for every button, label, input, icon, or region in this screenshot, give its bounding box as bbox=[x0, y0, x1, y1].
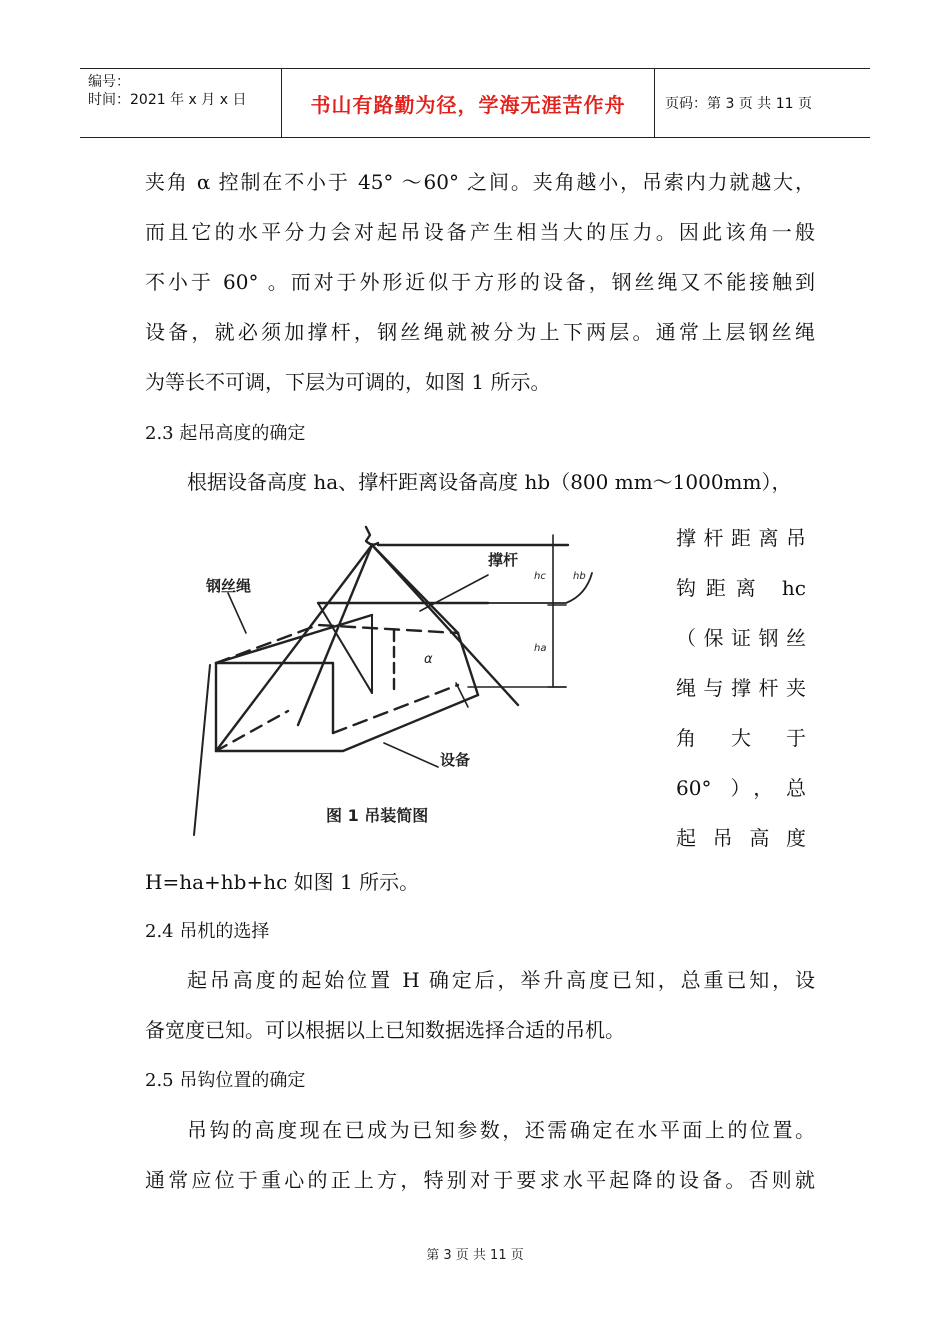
hook-icon bbox=[366, 527, 378, 545]
figure-side-text bbox=[676, 513, 806, 863]
paragraph-crane-selection bbox=[145, 955, 815, 1055]
rope-line bbox=[372, 545, 458, 633]
leader-line bbox=[384, 743, 438, 767]
text-line: 设备，就必须加撑杆，钢丝绳就被分为上下两层。通常上层钢丝绳 bbox=[145, 320, 815, 344]
hoisting-diagram-svg bbox=[188, 515, 658, 845]
header-meta bbox=[80, 69, 281, 137]
label-strut: 撑杆 bbox=[488, 551, 519, 569]
text-line: H=ha+hb+hc 如图 1 所示。 bbox=[145, 870, 420, 894]
text-line: 吊钩的高度现在已成为已知参数，还需确定在水平面上的位置。 bbox=[187, 1118, 815, 1142]
text-line: 撑杆距离吊 bbox=[676, 526, 806, 550]
text-line: 起吊高度的起始位置 H 确定后，举升高度已知，总重已知，设 bbox=[187, 968, 815, 992]
label-equipment: 设备 bbox=[440, 751, 471, 769]
equipment-outline bbox=[458, 633, 478, 695]
figure-caption: 图 1 吊装简图 bbox=[326, 806, 429, 825]
text-line: 角大于 bbox=[676, 726, 806, 750]
paragraph-height-intro bbox=[145, 457, 815, 507]
section-heading-2-4: 2.4 吊机的选择 bbox=[145, 921, 270, 942]
rope-line bbox=[216, 545, 372, 751]
section-heading-2-3: 2.3 起吊高度的确定 bbox=[145, 423, 306, 444]
text-line: 为等长不可调，下层为可调的，如图 1 所示。 bbox=[145, 370, 551, 394]
leader-line bbox=[420, 575, 488, 611]
text-line: 而且它的水平分力会对起吊设备产生相当大的压力。因此该角一般 bbox=[145, 220, 815, 244]
text-line: 绳与撑杆夹 bbox=[676, 676, 806, 700]
label-rope: 钢丝绳 bbox=[206, 577, 252, 595]
text-line: 60° ），总 bbox=[676, 776, 806, 800]
paragraph-hook-position bbox=[145, 1105, 815, 1205]
document-number-label: 编号： bbox=[88, 74, 130, 90]
page-header bbox=[80, 68, 870, 138]
header-page-number: 页码：第 3 页 共 11 页 bbox=[665, 96, 812, 112]
section-heading-2-5: 2.5 吊钩位置的确定 bbox=[145, 1070, 306, 1091]
label-hb: hb bbox=[573, 571, 586, 582]
leader-line bbox=[228, 593, 246, 633]
text-line: 不小于 60° 。而对于外形近似于方形的设备，钢丝绳又不能接触到 bbox=[145, 270, 815, 294]
text-line: 起吊高度 bbox=[676, 826, 806, 850]
text-line: 根据设备高度 ha、撑杆距离设备高度 hb（800 mm～1000mm）， bbox=[187, 470, 792, 494]
label-alpha: α bbox=[424, 652, 433, 667]
label-hc: hc bbox=[534, 571, 546, 582]
equipment-hidden-edge bbox=[216, 711, 288, 751]
text-line: （保证钢丝 bbox=[676, 626, 806, 650]
paragraph-height-formula bbox=[145, 857, 815, 907]
paragraph-angle bbox=[145, 157, 815, 407]
dimension-ticks bbox=[548, 605, 566, 687]
page-footer: 第 3 页 共 11 页 bbox=[426, 1248, 524, 1263]
header-motto: 书山有路勤为径，学海无涯苦作舟 bbox=[281, 69, 655, 137]
text-line: 夹角 α 控制在不小于 45° ～60° 之间。夹角越小，吊索内力就越大， bbox=[145, 170, 815, 194]
text-line: 钩距离 hc bbox=[676, 576, 806, 600]
document-date: 时间：2021 年 x 月 x 日 bbox=[88, 92, 247, 108]
equipment-outline bbox=[216, 663, 478, 751]
text-line: 通常应位于重心的正上方，特别对于要求水平起降的设备。否则就 bbox=[145, 1168, 815, 1192]
text-line: 备宽度已知。可以根据以上已知数据选择合适的吊机。 bbox=[145, 1018, 625, 1042]
equipment-hidden-edge bbox=[333, 685, 458, 733]
hoisting-diagram bbox=[188, 515, 658, 845]
rope-strand bbox=[194, 665, 210, 835]
label-ha: ha bbox=[534, 643, 547, 654]
